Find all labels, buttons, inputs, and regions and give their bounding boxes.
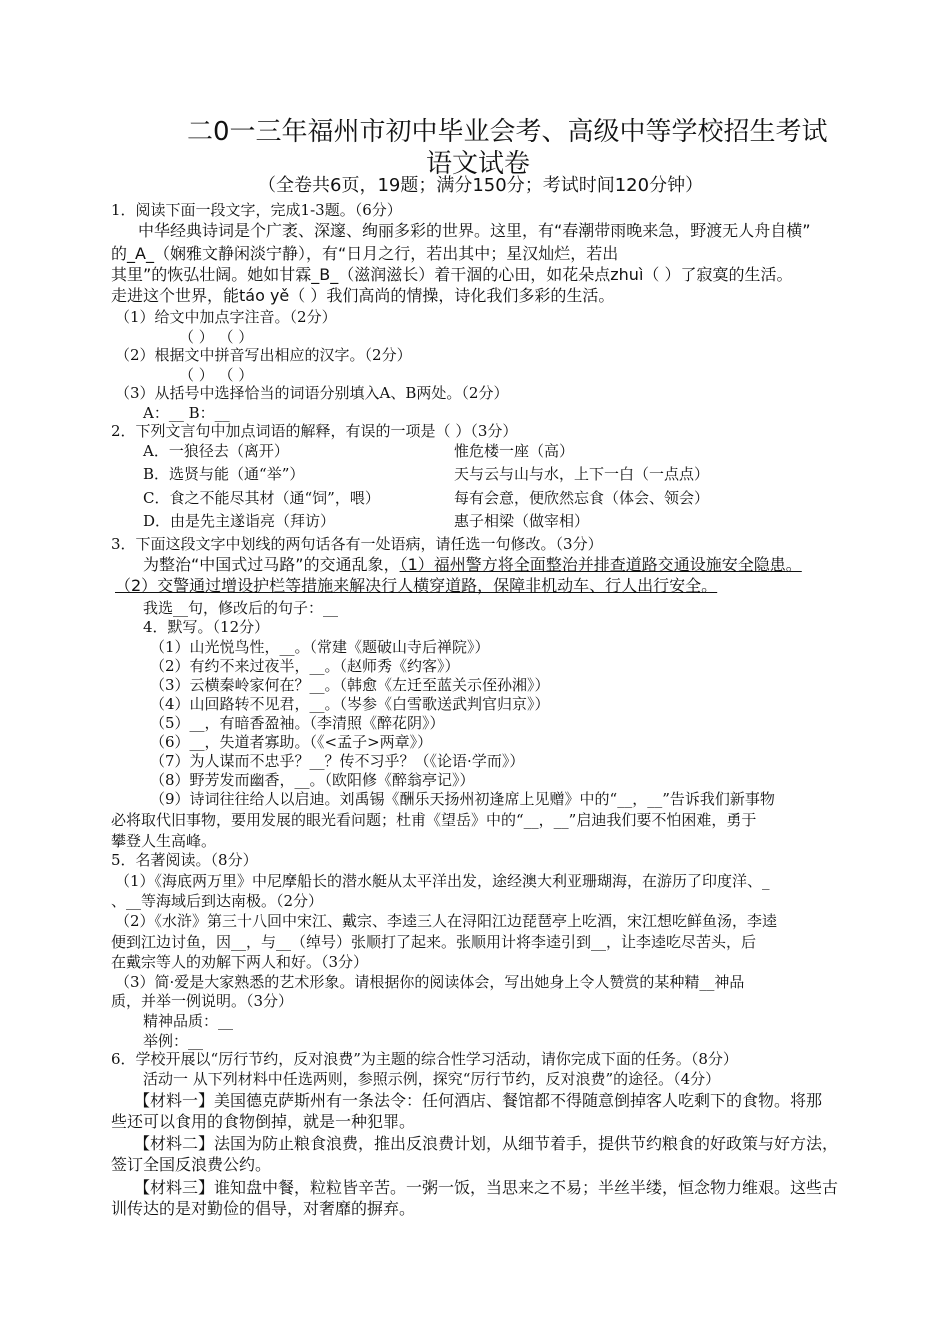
q5-sub1: （1）《海底两万里》中尼摩船长的潜水艇从太平洋出发，途经澳大利亚珊瑚海，在游历了印度洋、_ [115, 872, 770, 890]
q4-item: （7）为人谋而不忠乎？__？传不习乎？（《论语·学而》） [150, 752, 525, 770]
q4-item: （4）山回路转不见君，__。（岑参《白雪歌送武判官归京》） [150, 695, 550, 713]
q2-option-left: A．一狼径去（离开） [143, 442, 289, 460]
q5-sub2-continued: 在戴宗等人的劝解下两人和好。（3分） [111, 953, 369, 971]
q2-option-left: D．由是先主遂诣亮（拜访） [143, 512, 336, 530]
q6-material-1: 【材料一】美国德克萨斯州有一条法令：任何酒店、餐馆都不得随意倒掉客人吃剩下的食物。将那 [134, 1091, 823, 1110]
q4-item: （5）__，有暗香盈袖。（李清照《醉花阴》） [150, 714, 445, 732]
q6-material-3-continued: 训传达的是对勤俭的倡导，对奢靡的摒弃。 [111, 1199, 416, 1218]
q1-sub1-blanks: （ ） （ ） [179, 328, 254, 346]
q1-passage-line: 走进这个世界，能táo yě（ ）我们高尚的情操，诗化我们多彩的生活。 [111, 286, 615, 305]
q5-sub3-quality: 精神品质：__ [143, 1012, 234, 1030]
q5-heading: 5．名著阅读。（8分） [111, 851, 258, 869]
exam-subtitle: 语文试卷 [426, 149, 531, 179]
q2-option-right: 每有会意，便欣然忘食（体会、领会） [454, 489, 710, 507]
q6-activity-1: 活动一 从下列材料中任选两则，参照示例，探究“厉行节约，反对浪费”的途径。（4分） [143, 1070, 721, 1088]
q1-sub3: （3）从括号中选择恰当的词语分别填入A、B两处。（2分） [115, 384, 509, 402]
q2-option-left: B．选贤与能（通“举”） [143, 465, 305, 483]
q1-sub3-answer: A：__ B：__ [143, 404, 230, 422]
q4-item: （2）有约不来过夜半，__。（赵师秀《约客》） [150, 657, 460, 675]
q1-sub1: （1）给文中加点字注音。（2分） [115, 308, 337, 326]
q3-answer: 我选__句，修改后的句子：__ [143, 599, 339, 617]
q4-item-continued: 必将取代旧事物，要用发展的眼光看问题；杜甫《望岳》中的“__，__”启迪我们要不怕困难，勇于 [111, 811, 757, 829]
q4-item-continued: 攀登人生高峰。 [111, 832, 217, 850]
q2-heading: 2．下列文言句中加点词语的解释，有误的一项是（ ）（3分） [111, 422, 518, 440]
q4-item: （9）诗词往往给人以启迪。刘禹锡《酬乐天扬州初逢席上见赠》中的“__，__”告诉我们新事物 [150, 790, 775, 808]
exam-meta: （全卷共6页，19题；满分150分；考试时间120分钟） [258, 175, 704, 196]
q5-sub3-example: 举例：__ [143, 1032, 204, 1050]
q4-item: （8）野芳发而幽香，__。（欧阳修《醉翁亭记》） [150, 771, 475, 789]
q1-passage-line: 中华经典诗词是个广袤、深邃、绚丽多彩的世界。这里，有“春潮带雨晚来急，野渡无人舟自横” [138, 221, 811, 240]
q1-passage-line: 其里”的恢弘壮阔。她如甘霖_B_（滋润滋长）着干涸的心田，如花朵点zhuì（ ）了寂寞的生活。 [111, 265, 793, 284]
q3-underlined-sentence-1: （1）福州警方将全面整治并排查道路交通设施安全隐患。 [399, 555, 802, 574]
q1-sub2: （2）根据文中拼音写出相应的汉字。（2分） [115, 346, 412, 364]
exam-title: 二0一三年福州市初中毕业会考、高级中等学校招生考试 [187, 117, 828, 147]
q2-option-left: C．食之不能尽其材（通“饲”，喂） [143, 489, 380, 507]
q5-sub1-continued: 、__等海域后到达南极。（2分） [111, 892, 324, 910]
q3-underlined-sentence-2: （2）交警通过增设护栏等措施来解决行人横穿道路，保障非机动车、行人出行安全。 [115, 576, 718, 595]
q6-material-2: 【材料二】法国为防止粮食浪费，推出反浪费计划，从细节着手，提供节约粮食的好政策与好方法， [134, 1134, 839, 1153]
q4-item: （6）__，失道者寡助。（《<孟子>两章》） [150, 733, 433, 751]
q6-material-2-continued: 签订全国反浪费公约。 [111, 1155, 272, 1174]
q1-heading: 1．阅读下面一段文字，完成1-3题。（6分） [111, 201, 402, 219]
q6-material-1-continued: 些还可以食用的食物倒掉，就是一种犯罪。 [111, 1112, 416, 1131]
q3-passage-intro: 为整治“中国式过马路”的交通乱象， [143, 555, 400, 574]
q2-option-right: 惠子相梁（做宰相） [454, 512, 590, 530]
q6-heading: 6．学校开展以“厉行节约，反对浪费”为主题的综合性学习活动，请你完成下面的任务。（8分） [111, 1050, 738, 1068]
q1-passage-line: 的_A_（娴雅文静闲淡宁静），有“日月之行，若出其中；星汉灿烂，若出 [111, 244, 619, 263]
q2-option-right: 惟危楼一座（高） [454, 442, 575, 460]
q5-sub2-continued: 便到江边讨鱼，因__，与__（绰号）张顺打了起来。张顺用计将李逵引到__，让李逵吃尽苦头，后 [111, 933, 757, 951]
q4-heading: 4．默写。（12分） [143, 618, 270, 636]
q4-item: （3）云横秦岭家何在？__。（韩愈《左迁至蓝关示侄孙湘》） [150, 676, 550, 694]
q1-sub2-blanks: （ ） （ ） [179, 366, 254, 384]
q5-sub3-continued: 质，并举一例说明。（3分） [111, 992, 294, 1010]
q4-item: （1）山光悦鸟性，__。（常建《题破山寺后禅院》） [150, 638, 490, 656]
q3-passage-line [143, 557, 802, 573]
q5-sub2: （2）《水浒》第三十八回中宋江、戴宗、李逵三人在浔阳江边琵琶亭上吃酒，宋江想吃鲜鱼汤，李逵 [115, 912, 778, 930]
q6-material-3: 【材料三】谁知盘中餐，粒粒皆辛苦。一粥一饭，当思来之不易；半丝半缕，恒念物力维艰。这些古 [134, 1178, 839, 1197]
q3-heading: 3．下面这段文字中划线的两句话各有一处语病，请任选一句修改。（3分） [111, 535, 603, 553]
q2-option-right: 天与云与山与水，上下一白（一点点） [454, 465, 710, 483]
q5-sub3: （3）简·爱是大家熟悉的艺术形象。请根据你的阅读体会，写出她身上令人赞赏的某种精__神品 [115, 973, 745, 991]
